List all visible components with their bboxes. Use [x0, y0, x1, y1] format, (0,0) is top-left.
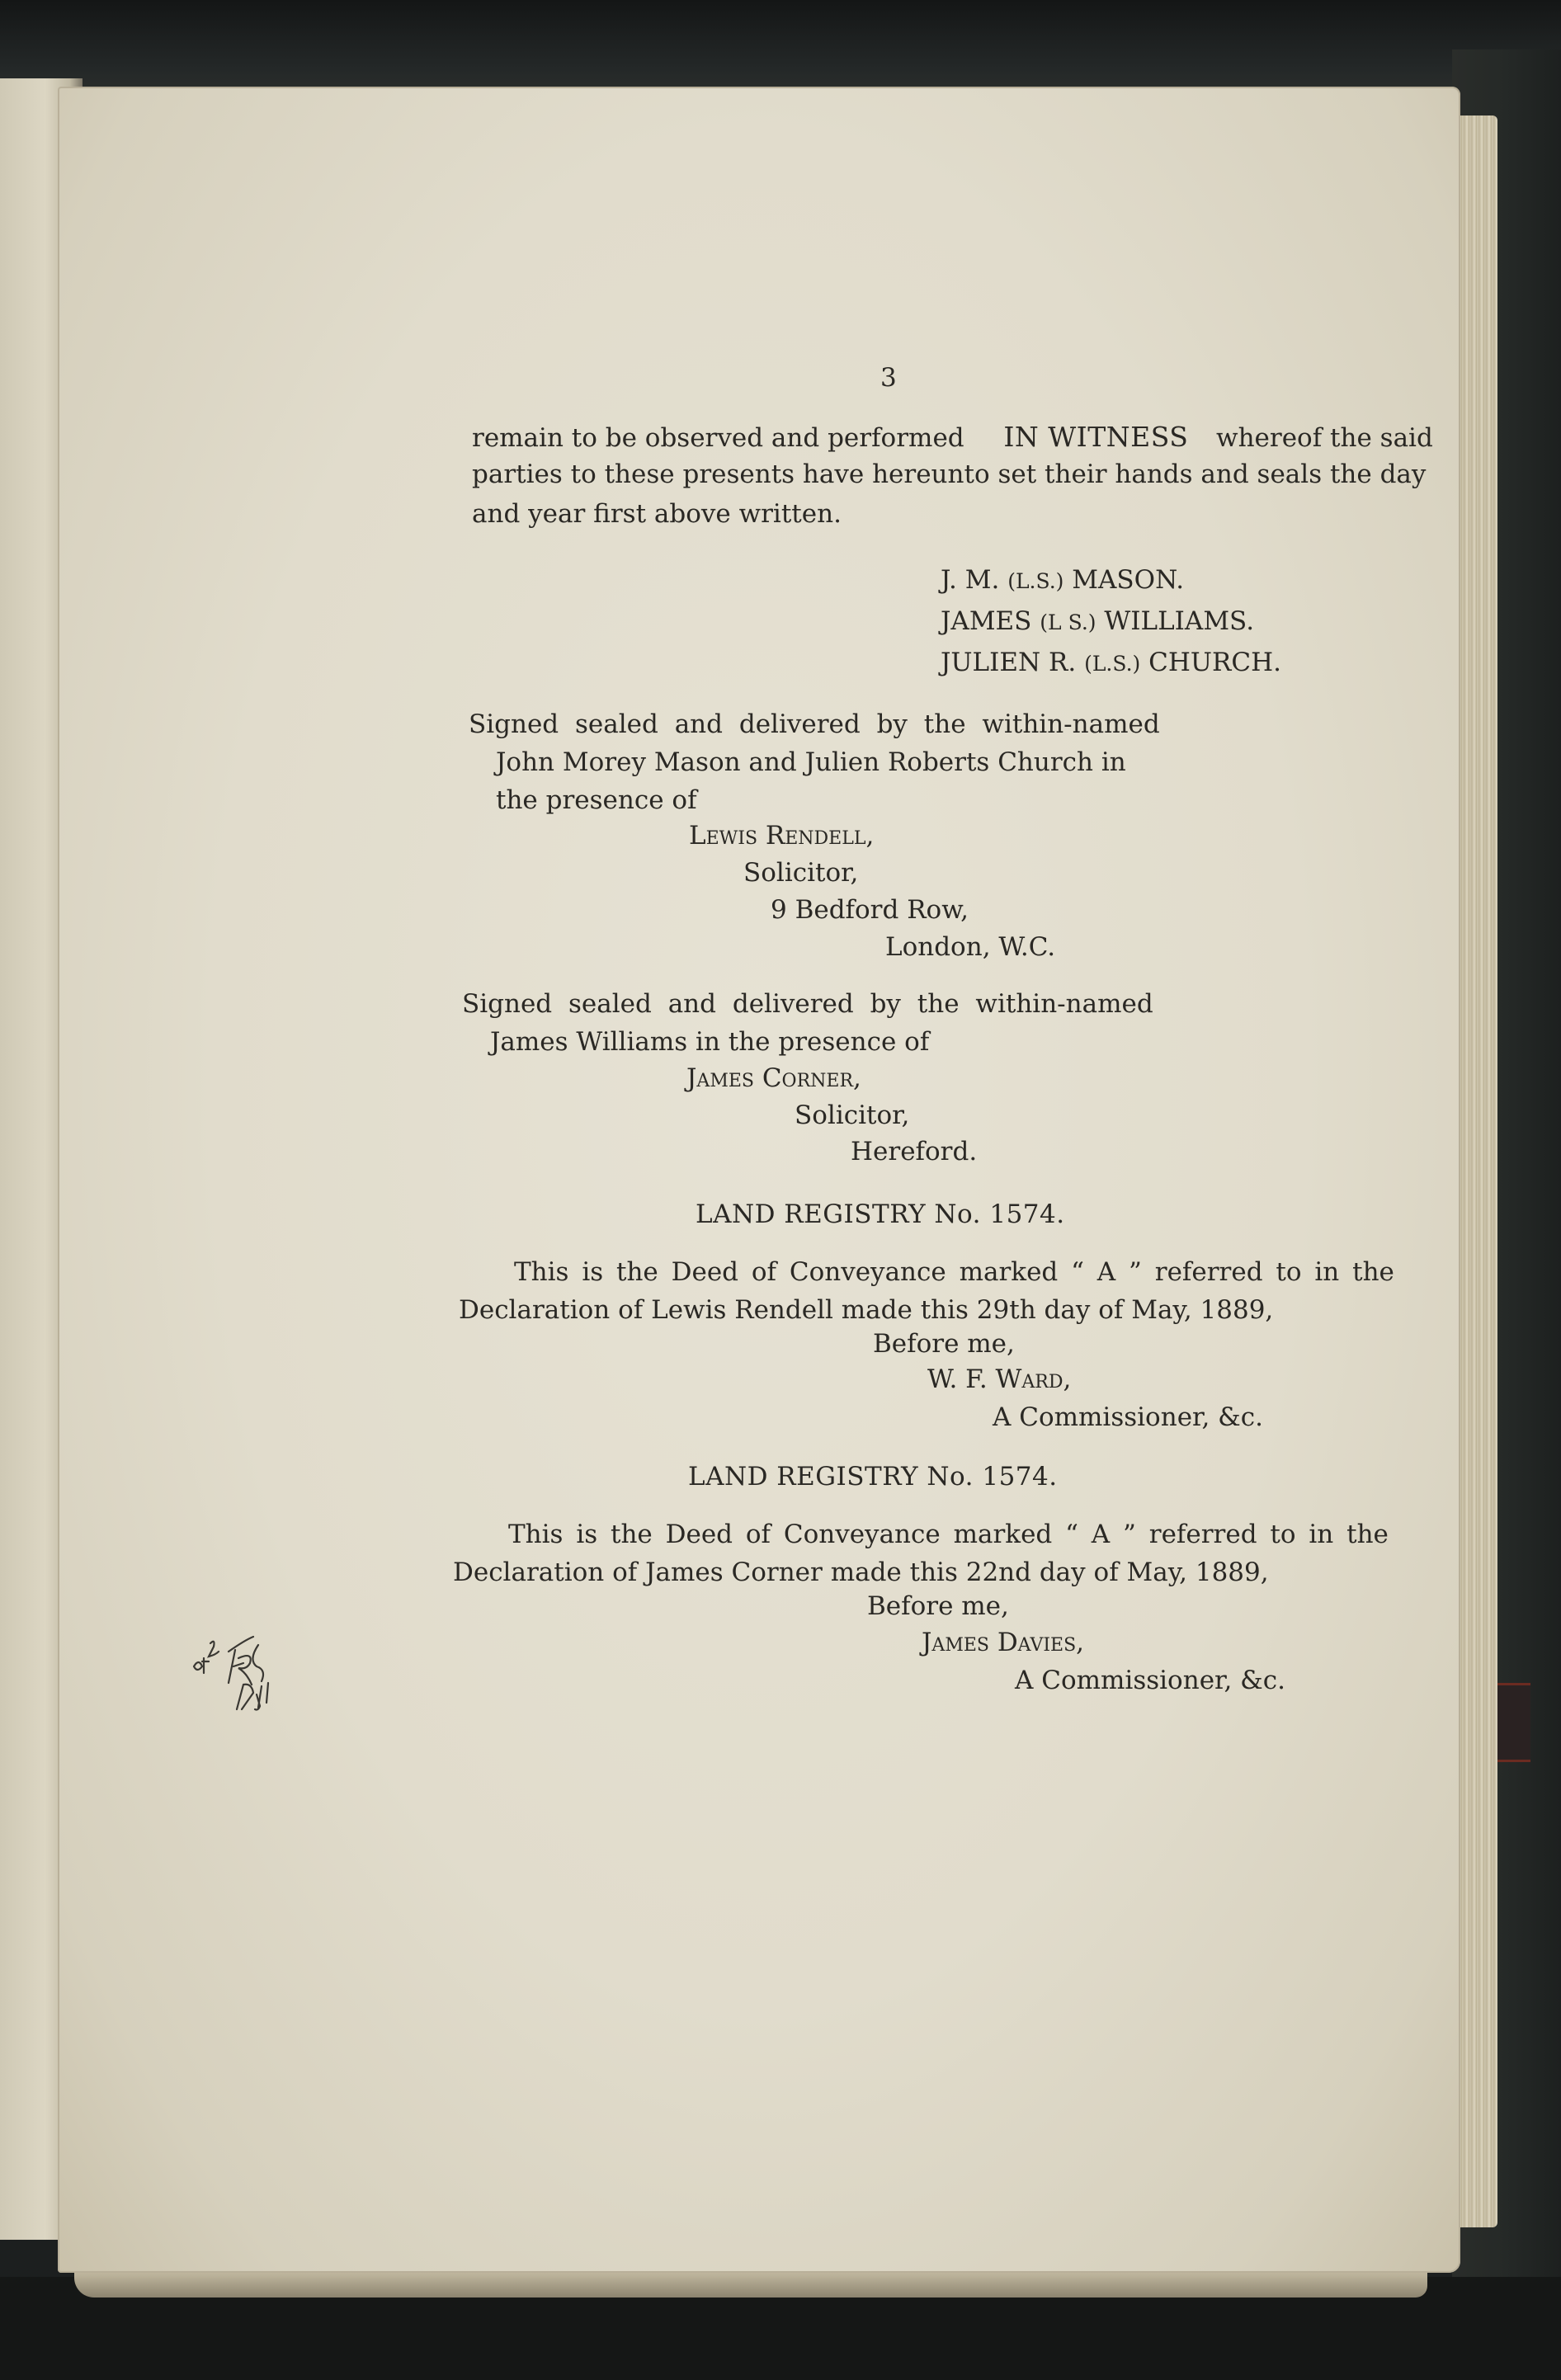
- attestation-1-witness-title: Solicitor,: [743, 858, 859, 888]
- attestation-2-address-1: Hereford.: [851, 1137, 978, 1166]
- attestation-2-line-1: Signed sealed and delivered by the within-named: [462, 989, 1153, 1019]
- registry-2-commissioner-title: A Commissioner, &c.: [1015, 1666, 1285, 1695]
- attestation-1-address-1: 9 Bedford Row,: [771, 895, 969, 925]
- signature-surname: WILLIAMS.: [1104, 606, 1255, 636]
- registry-2-line-1: This is the Deed of Conveyance marked “ A ” referred to in the: [508, 1520, 1389, 1549]
- signature-initials: JAMES: [941, 606, 1032, 636]
- document-page: [58, 87, 1460, 2273]
- witness-clause: [472, 421, 1433, 529]
- attestation-2-witness-name: James Corner,: [686, 1063, 861, 1093]
- book-cover-top: [0, 0, 1561, 99]
- signature-initials: J. M.: [941, 565, 1000, 595]
- registry-1-commissioner-name: W. F. Ward,: [927, 1364, 1072, 1394]
- in-witness-phrase: IN WITNESS: [1003, 421, 1189, 453]
- signature-surname: MASON.: [1072, 565, 1185, 595]
- witness-clause-text: whereof the said: [1216, 423, 1433, 453]
- signature-mason: [941, 565, 1184, 595]
- registry-1-commissioner-title: A Commissioner, &c.: [993, 1402, 1263, 1432]
- seal-mark: (L.S.): [1084, 652, 1141, 676]
- attestation-2-witness-title: Solicitor,: [795, 1100, 910, 1130]
- registry-1-line-2: Declaration of Lewis Rendell made this 29th day of May, 1889,: [459, 1295, 1274, 1325]
- red-tab-marker: [1495, 1683, 1530, 1762]
- registry-2-commissioner-name: James Davies,: [922, 1628, 1085, 1657]
- registry-2-line-2: Declaration of James Corner made this 22nd day of May, 1889,: [453, 1558, 1269, 1587]
- attestation-1-address-2: London, W.C.: [885, 932, 1056, 962]
- registry-1-heading: LAND REGISTRY No. 1574.: [696, 1199, 1065, 1229]
- handwritten-marginalia: [186, 1625, 309, 1774]
- seal-mark: (L S.): [1040, 610, 1096, 634]
- signature-block: [941, 565, 1403, 705]
- page-number: 3: [880, 363, 897, 393]
- seal-mark: (L.S.): [1007, 569, 1064, 593]
- attestation-1-witness-name: Lewis Rendell,: [689, 821, 875, 851]
- signature-church: [941, 648, 1281, 677]
- registry-1-before: Before me,: [873, 1329, 1015, 1359]
- attestation-1-line-2: John Morey Mason and Julien Roberts Church in: [496, 747, 1126, 777]
- signature-williams: [941, 606, 1254, 636]
- signature-surname: CHURCH.: [1148, 648, 1281, 677]
- registry-1-line-1: This is the Deed of Conveyance marked “ A ” referred to in the: [514, 1257, 1394, 1287]
- registry-2-before: Before me,: [867, 1591, 1009, 1621]
- attestation-1-line-3: the presence of: [496, 785, 697, 815]
- attestation-1-line-1: Signed sealed and delivered by the within-named: [469, 709, 1160, 739]
- witness-clause-text: remain to be observed and performed: [472, 423, 964, 453]
- attestation-2-line-2: James Williams in the presence of: [490, 1027, 930, 1057]
- registry-2-heading: LAND REGISTRY No. 1574.: [688, 1462, 1058, 1492]
- witness-clause-line-3: and year first above written.: [472, 499, 842, 529]
- witness-clause-line-2: parties to these presents have hereunto set their hands and seals the day: [472, 460, 1427, 489]
- signature-initials: JULIEN R.: [941, 648, 1077, 677]
